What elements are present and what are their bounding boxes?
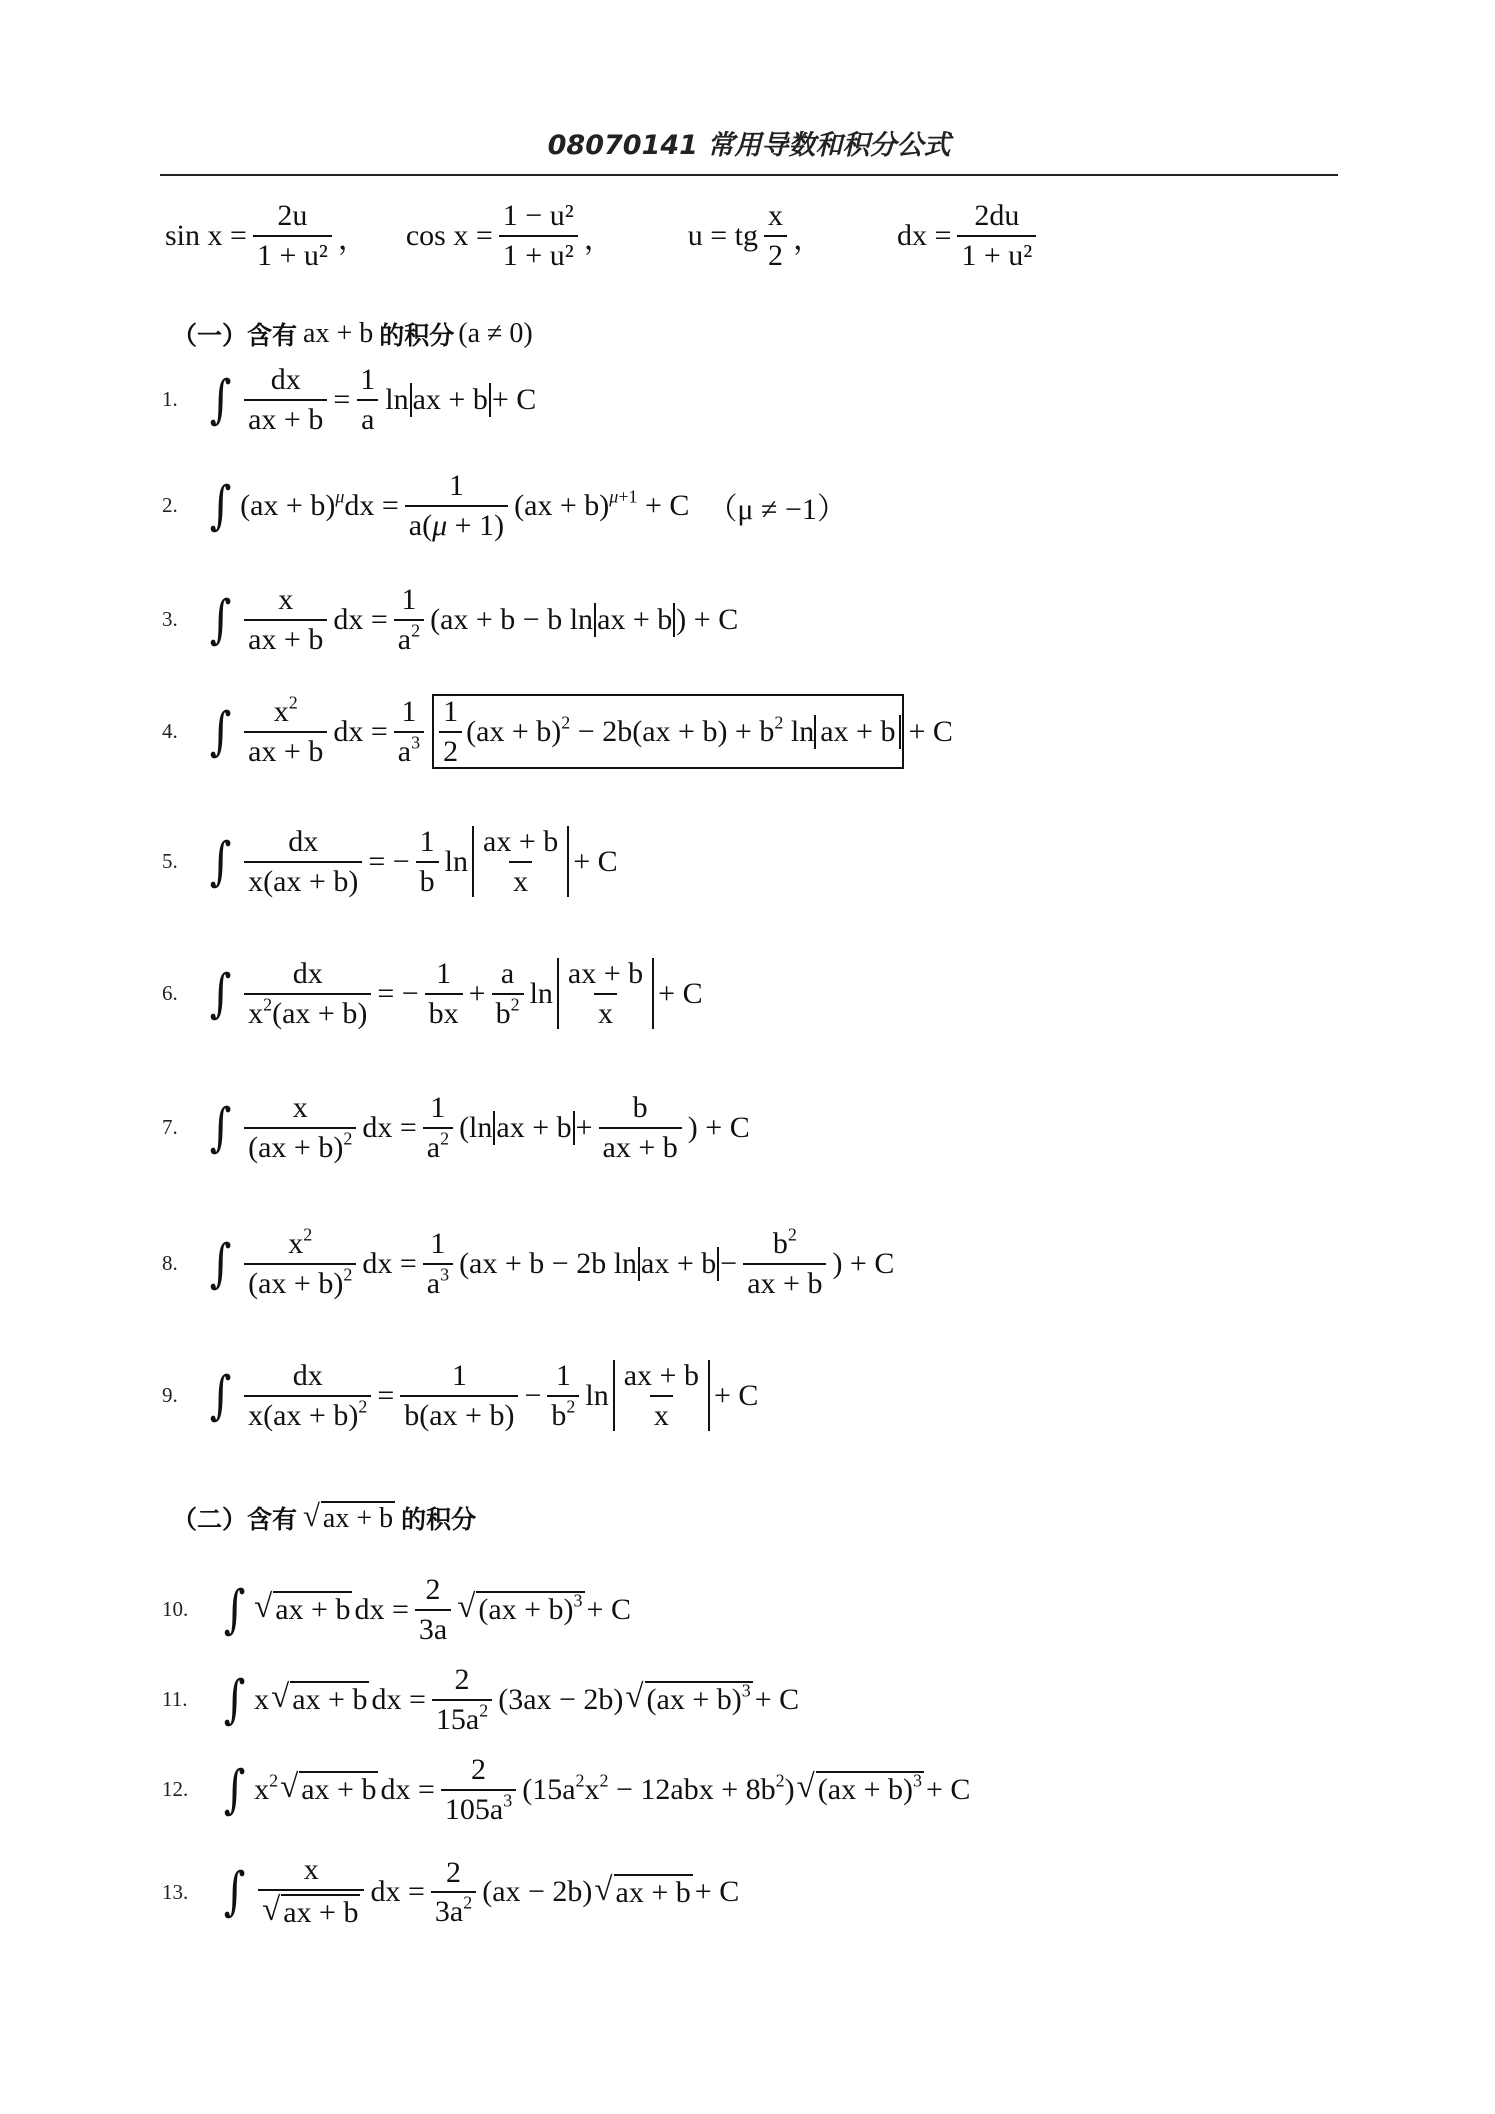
formula-number: 4. [162,719,178,743]
formula-number: 3. [162,607,178,631]
formula-3: 3. ∫ $\frac{x}{ax + b}$ dx = $\frac{1}{a^2}$ (ax + b − b ln ax + b ) + C [162,583,739,656]
formula-4: 4. ∫ $\frac{x^2}{ax + b}$ dx = $\frac{1}{a^3}$ $\frac{1}{2}$ $(ax + b)^2 - 2b(ax + b) + b^2$ ln ax + b + C [162,692,953,768]
formula-1: 1. ∫ $\frac{dx}{ax + b}$ = $\frac{1}{a}$ ln ax + b + C [162,363,537,436]
formula-number: 9. [162,1383,178,1407]
formula-number: 7. [162,1115,178,1139]
formula-number: 11. [162,1687,188,1711]
formula-number: 12. [162,1777,189,1801]
formula-12: 12. ∫ $x^2$ √ ax + b dx = $\frac{2}{105a^3}$ $(15a^2x^2 - 12abx + 8b^2)$ √ (ax + b)$^3$ + C [162,1753,971,1826]
section-heading-1: （一）含有 ax + b 的积分 (a ≠ 0) [172,318,533,350]
formula-number: 2. [162,493,178,517]
formula-number: 8. [162,1251,178,1275]
formula-number: 5. [162,849,178,873]
formula-7: 7. ∫ $\frac{x}{(ax + b)^2}$ dx = $\frac{1}{a^2}$ (ln ax + b + $\frac{b}{ax + b}$ ) + C [162,1091,750,1164]
fraction: $\frac{2du}{\text{1 + u²}}$ [956,200,1037,271]
formula-number: 13. [162,1879,189,1904]
dx-label: dx = [896,218,952,252]
formula-2: 2. ∫ (ax + b)$^\mu$dx = $\frac{1}{a(\mu + 1)}$ (ax + b)$^{\mu+1}$ + C （μ ≠ −1） [162,469,847,542]
formula-6: 6. ∫ $\frac{dx}{x^2(ax + b)}$ = − $\frac{1}{bx}$ + $\frac{a}{b^2}$ ln $\frac{ax + b}{x}$ + C [162,957,703,1030]
formula-10: 10. ∫ √ ax + b dx = $\frac{2}{3a}$ √ (ax + b)$^3$ + C [162,1573,631,1646]
u-label: u = tg [687,218,758,252]
substitution-formulas: sin x = $\frac{2u}{\text{1 + u²}}$ ， cos x = $\frac{\text{1 − u²}}{\text{1 + u²}}$ ， u = tg $\frac{x}{2}$ ， dx = $\frac{2du}{\text{1 + u²}}$ [164,200,1041,271]
formula-11: 11. ∫ x √ ax + b dx = $\frac{2}{15a^2}$ (3ax − 2b) √ (ax + b)$^3$ + C [162,1663,800,1736]
formula-number: 10. [162,1597,189,1621]
formula-8: 8. ∫ $\frac{x^2}{(ax + b)^2}$ dx = $\frac{1}{a^3}$ (ax + b − 2b ln ax + b − $\frac{b^2}{ax + b}$ ) + C [162,1224,895,1300]
page-header [160,118,1338,176]
formula-5: 5. ∫ $\frac{dx}{x(ax + b)}$ = − $\frac{1}{b}$ ln $\frac{ax + b}{x}$ + C [162,825,618,898]
fraction: $\frac{\text{1 − u²}}{\text{1 + u²}}$ [498,200,579,271]
fraction: $\frac{x}{2}$ [763,200,788,271]
cosx-label: cos x = [405,218,493,252]
section-heading-2: （二）含有 √ ax + b 的积分 [172,1498,477,1534]
formula-number: 1. [162,387,178,411]
page-title: 08070141 常用导数和积分公式 [547,130,951,161]
condition-note: （μ ≠ −1） [707,492,847,526]
formula-number: 6. [162,981,178,1005]
fraction: $\frac{2u}{\text{1 + u²}}$ [252,200,333,271]
sinx-label: sin x = [165,218,247,252]
formula-13: 13. ∫ x √ ax + b dx = $\frac{2}{3a^2}$ (ax − 2b) √ ax + b + C [162,1853,740,1929]
formula-9: 9. ∫ $\frac{dx}{x(ax + b)^2}$ = $\frac{1}{b(ax + b)}$ − $\frac{1}{b^2}$ ln $\frac{ax + b}{x}$ + C [162,1359,759,1432]
